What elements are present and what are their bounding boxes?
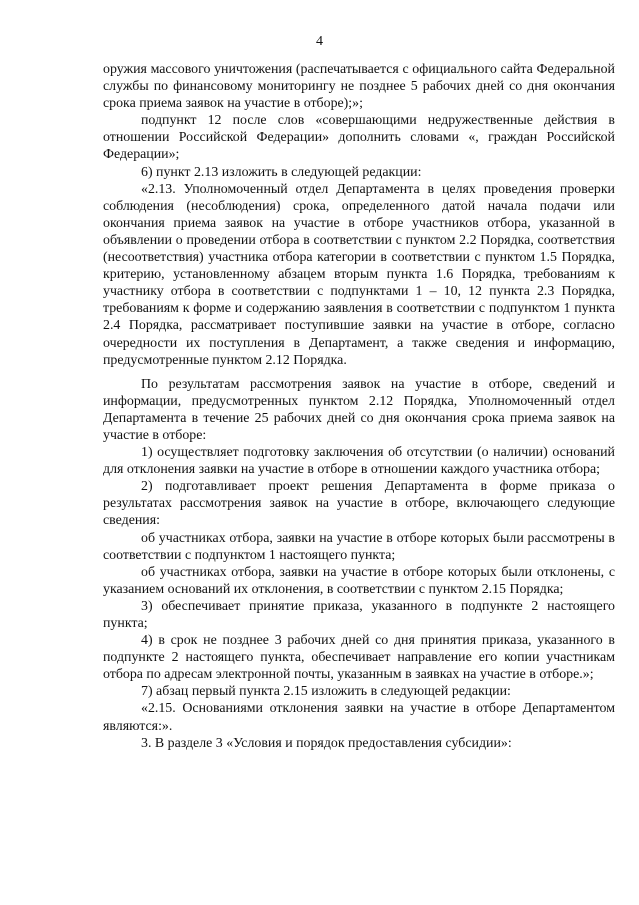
paragraph-reviewed-participants: об участниках отбора, заявки на участие в отборе которых были рассмотрены в соответствии с подпунктом 1 настоящего пункта; <box>103 530 615 563</box>
paragraph-review-results: По результатам рассмотрения заявок на участие в отборе, сведений и информации, предусмотренных пунктом 2.12 Порядка, Уполномоченный отдел Департамента в течение 25 рабочих дней со дня окончания срока приема заявок на участие в отборе: <box>103 376 615 443</box>
paragraph-section-3: 3. В разделе 3 «Условия и порядок предоставления субсидии»: <box>141 735 512 751</box>
paragraph-subitem-12: подпункт 12 после слов «совершающими недружественные действия в отношении Российской Федерации» дополнить словами «, граждан Российской Федерации»; <box>103 113 615 163</box>
paragraph-rejected-participants: об участниках отбора, заявки на участие в отборе которых были отклонены, с указанием оснований их отклонения, в соответствии с пунктом 2.15 Порядка; <box>103 564 615 597</box>
paragraph-clause-2-15: «2.15. Основаниями отклонения заявки на участие в отборе Департаментом являются:». <box>103 701 615 734</box>
document-body <box>103 61 615 752</box>
paragraph-subitem-2: 2) подготавливает проект решения Департамента в форме приказа о результатах рассмотрения заявок на участие в отборе, включающего следующие сведения: <box>103 479 615 529</box>
paragraph-clause-2-13: «2.13. Уполномоченный отдел Департамента в целях проведения проверки соблюдения (несоблюдения) срока, определенного датой начала подачи или окончания приема заявок на участие в отборе участников отбора, указанной в объявлении о проведении отбора в соответствии с пунктом 2.2 Порядка, соответствия (несоответствия) участника отбора категории в соответствии с пунктом 1.5 Порядка, критерию, установленному абзацем вторым пункта 1.6 Порядка, требованиям к участнику отбора в соответствии с подпунктами 1 – 10, 12 пункта 2.3 Порядка, требованиям к форме и содержанию заявления в соответствии с подпунктом 1 пункта 2.4 Порядка, рассматривает поступившие заявки на участие в отборе, согласно очередности их поступления в Департамент, а также сведения и информацию, предусмотренные пунктом 2.12 Порядка. <box>103 181 615 368</box>
paragraph-subitem-3: 3) обеспечивает принятие приказа, указанного в подпункте 2 настоящего пункта; <box>103 598 615 631</box>
paragraph-item-6: 6) пункт 2.13 изложить в следующей редакции: <box>141 164 422 180</box>
paragraph-item-7: 7) абзац первый пункта 2.15 изложить в следующей редакции: <box>141 684 511 700</box>
paragraph-subitem-1: 1) осуществляет подготовку заключения об отсутствии (о наличии) оснований для отклонения заявки на участие в отборе в отношении каждого участника отбора; <box>103 445 615 478</box>
paragraph-subitem-4: 4) в срок не позднее 3 рабочих дней со дня принятия приказа, указанного в подпункте 2 настоящего пункта, обеспечивает направление его копии участникам отбора по адресам электронной почты, указанным в заявках на участие в отборе.»; <box>103 633 615 683</box>
paragraph-continuation: оружия массового уничтожения (распечатывается с официального сайта Федеральной службы по финансовому мониторингу не позднее 5 рабочих дней со дня окончания срока приема заявок на участие в отборе);»; <box>103 62 615 112</box>
page-number: 4 <box>316 34 323 49</box>
